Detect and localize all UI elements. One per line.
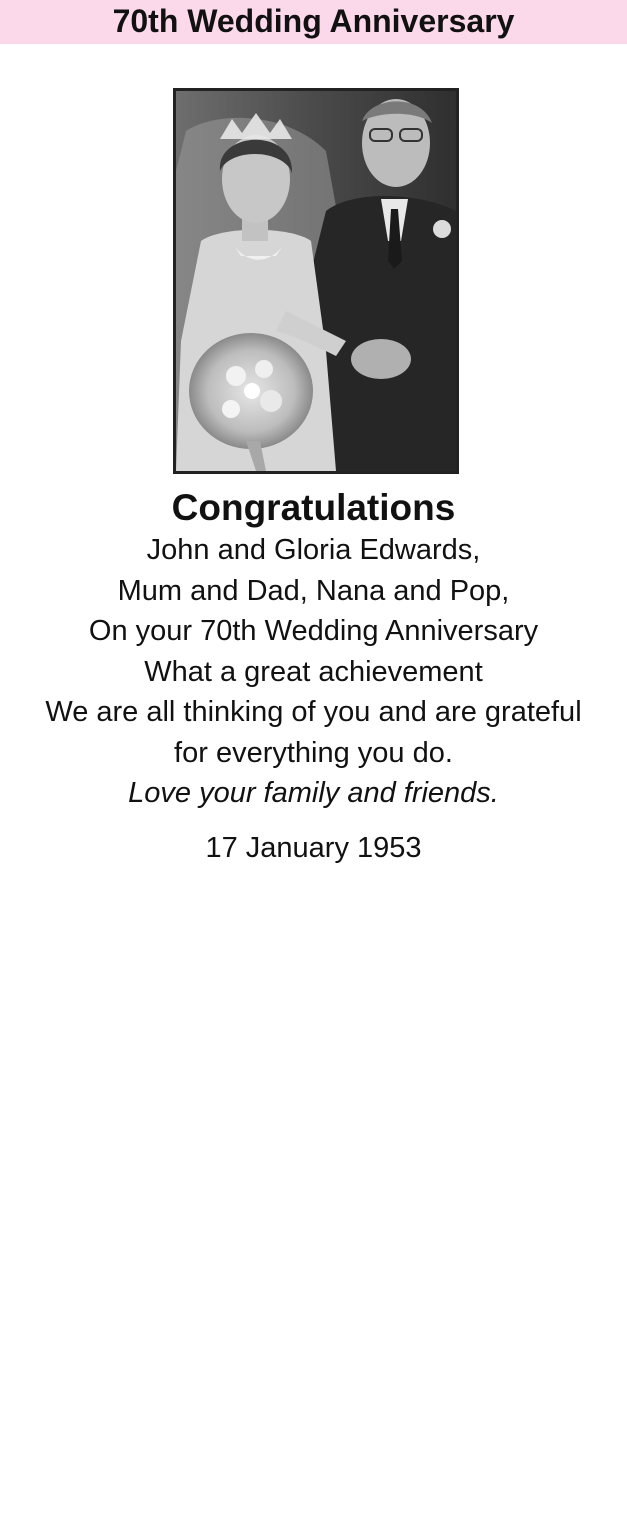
message-line: for everything you do. (174, 736, 453, 769)
message-block (0, 486, 627, 868)
page-title: 70th Wedding Anniversary (112, 3, 515, 39)
header-banner (0, 0, 627, 44)
message-line: What a great achievement (144, 655, 483, 688)
message-line: Mum and Dad, Nana and Pop, (117, 574, 510, 607)
message-line: We are all thinking of you and are grateful (45, 696, 582, 728)
congratulations-heading: Congratulations (171, 487, 456, 528)
message-line: On your 70th Wedding Anniversary (88, 615, 539, 647)
wedding-date: 17 January 1953 (205, 831, 422, 864)
wedding-couple-image (176, 91, 456, 471)
wedding-photo (173, 88, 459, 474)
signoff-line: Love your family and friends. (128, 777, 499, 809)
message-line: John and Gloria Edwards, (146, 534, 481, 566)
